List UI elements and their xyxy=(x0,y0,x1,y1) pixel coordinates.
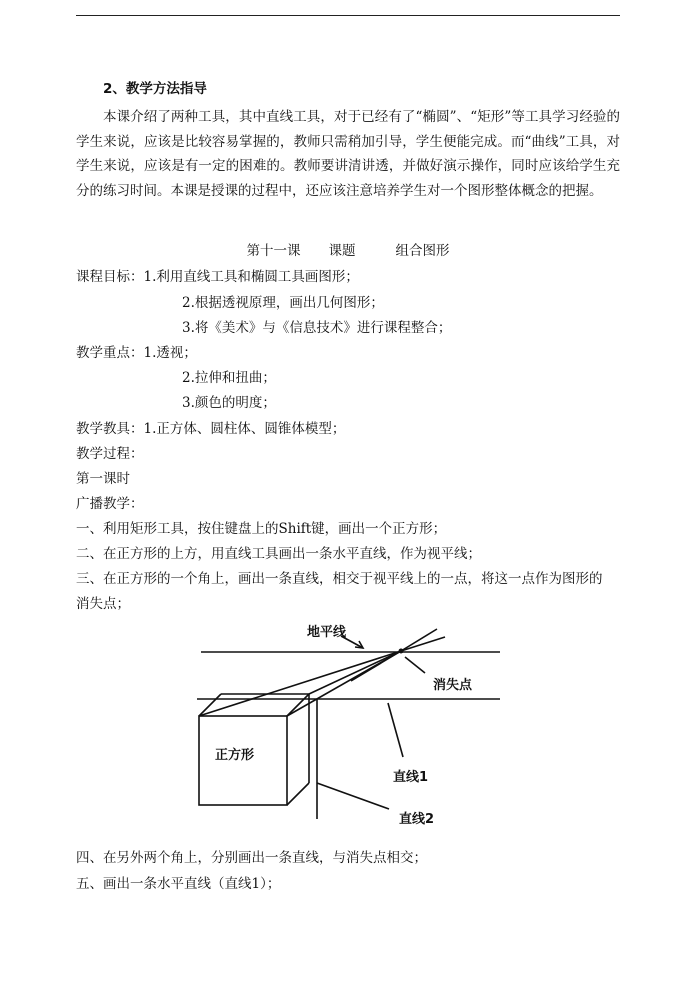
step-item: 四、在另外两个角上，分别画出一条直线，与消失点相交； xyxy=(76,850,427,866)
ray-line xyxy=(401,637,445,651)
goal-item: 1.利用直线工具和椭圆工具画图形； xyxy=(143,269,359,285)
label-line2: 直线2 xyxy=(399,812,435,827)
header-rule xyxy=(76,15,620,16)
lesson-label: 课题 xyxy=(328,243,356,259)
label-square: 正方形 xyxy=(215,748,255,763)
step-item: 三、在正方形的一个角上，画出一条直线，相交于视平线上的一点，将这一点作为图形的 xyxy=(76,571,603,587)
step-item: 一、利用矩形工具，按住键盘上的Shift键，画出一个正方形； xyxy=(76,521,447,537)
goals-label: 课程目标： xyxy=(76,269,144,285)
step-item: 五、画出一条水平直线（直线1）； xyxy=(76,876,281,892)
line2-pointer xyxy=(317,783,389,809)
perspective-line xyxy=(351,651,401,681)
perspective-diagram xyxy=(193,623,503,830)
ray-line xyxy=(401,629,437,651)
step-item: 二、在正方形的上方，用直线工具画出一条水平直线，作为视平线； xyxy=(76,546,481,562)
goals-row xyxy=(76,268,359,286)
teaching-aid-item: 1.正方体、圆柱体、圆锥体模型； xyxy=(143,421,346,437)
vanishing-pointer xyxy=(405,657,425,673)
key-point-item: 3.颜色的明度； xyxy=(182,395,276,411)
period-label: 第一课时 xyxy=(76,471,130,487)
vanishing-point-dot xyxy=(399,649,404,654)
section-heading: 2、教学方法指导 xyxy=(103,81,207,97)
key-points-label: 教学重点： xyxy=(76,345,144,361)
label-horizon: 地平线 xyxy=(307,625,347,640)
lesson-number: 第十一课 xyxy=(246,243,301,259)
intro-paragraph: 本课介绍了两种工具，其中直线工具，对于已经有了“椭圆”、“矩形”等工具学习经验的学生来说，应该是比较容易掌握的，教师只需稍加引导，学生便能完成。而“曲线”工具，对学生来说，应该是有一定的困难的。教师要讲清讲透，并做好演示操作，同时应该给学生充分的练习时间。本课是授课的过程中，还应该注意培养学生对一个图形整体概念的把握。 xyxy=(76,109,620,199)
perspective-figure xyxy=(193,623,503,830)
teaching-aids-label: 教学教具： xyxy=(76,421,144,437)
lesson-topic: 组合图形 xyxy=(395,243,450,259)
teaching-aids-row xyxy=(76,420,345,438)
line1-pointer xyxy=(388,703,403,757)
goal-item: 3.将《美术》与《信息技术》进行课程整合； xyxy=(182,320,452,336)
goal-item: 2.根据透视原理，画出几何图形； xyxy=(182,295,384,311)
process-label: 教学过程： xyxy=(76,446,144,462)
label-line1: 直线1 xyxy=(393,770,429,785)
perspective-line xyxy=(199,651,401,716)
key-point-item: 2.拉伸和扭曲； xyxy=(182,370,276,386)
broadcast-label: 广播教学： xyxy=(76,496,144,512)
perspective-line xyxy=(309,651,401,694)
lesson-title xyxy=(76,242,620,260)
label-vanishing-point: 消失点 xyxy=(433,678,473,693)
key-points-row xyxy=(76,344,197,362)
key-point-item: 1.透视； xyxy=(143,345,197,361)
cube-edge xyxy=(287,783,309,805)
step-item: 消失点； xyxy=(76,596,130,612)
